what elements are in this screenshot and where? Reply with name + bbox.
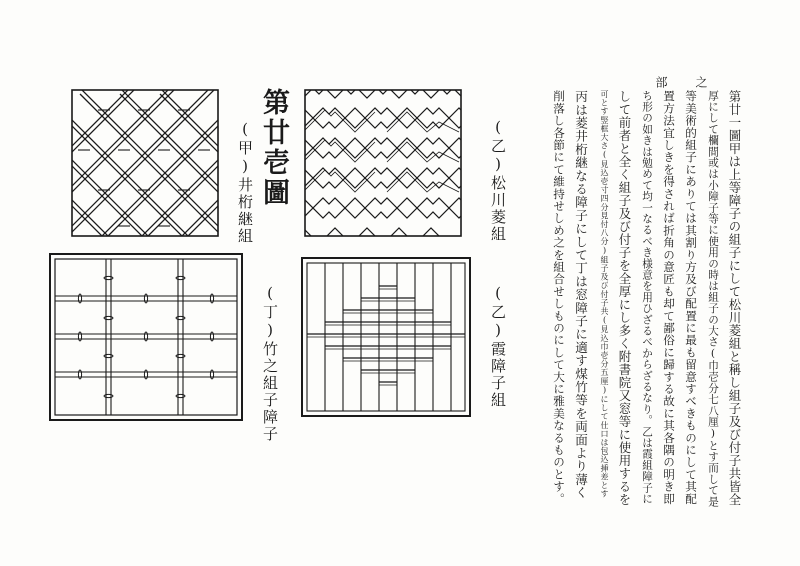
figure-igeta-lattice <box>70 88 220 238</box>
body-column-9: 削落し各節にて維持せしめ之を組合せしものにして大に雅美なるものとす。 <box>552 90 566 505</box>
body-text <box>540 90 740 510</box>
body-column-3: 等美術的組子にありては其割り方及び配置に最も留意すべきものにして其配 <box>684 90 698 505</box>
body-column-1: 第廿一圖甲は上等障子の組子にして松川菱組と稱し組子及び付子共皆全 <box>727 90 742 506</box>
body-column-5: ち形の如きは勉めて均一なるべき様意を用ひざるべからざるなり。乙は霞組障子に <box>641 90 653 505</box>
page-header-char-2: 部 <box>654 76 668 88</box>
body-column-7: 可とす竪框大さ(見込壱寸四分見付八分)組子及び付子共(見込巾壱分五厘)にして仕口は包込挿差とす <box>600 90 609 499</box>
body-column-6: して前者と全く組子及び付子を全厚にし多く附書院又窓等に使用するを <box>617 90 632 506</box>
page-header-char-1: 之 <box>694 76 708 88</box>
caption-take-kumiko-shoji: (丁)竹之組子障子 <box>261 284 279 443</box>
caption-matsukawa-bishi-gumi: (乙)松川菱組 <box>489 118 507 243</box>
figure-title: 第廿壱圖 <box>258 88 289 208</box>
body-column-8: 丙は菱井桁継なる障子にして丁は窓障子に適す煤竹等を両面より薄く <box>573 90 588 500</box>
figure-bamboo-shoji <box>48 252 244 422</box>
body-column-2: 厚にして欄間或は小障子等に使用の時は組子の大さ(巾壱分七八厘)とす而して是 <box>707 90 719 508</box>
figure-matsukawa-bishi-lattice <box>303 88 463 238</box>
body-column-4: 置方法宜しきを得されば折角の意匠も却て鄙俗に歸する故に其各隅の明き即 <box>662 90 676 505</box>
caption-igeta-tsugi-gumi: (甲)井桁継組 <box>236 120 254 245</box>
caption-kasumi-shoji-gumi: (乙)霞障子組 <box>489 284 507 409</box>
figure-kasumi-shoji <box>300 256 472 418</box>
